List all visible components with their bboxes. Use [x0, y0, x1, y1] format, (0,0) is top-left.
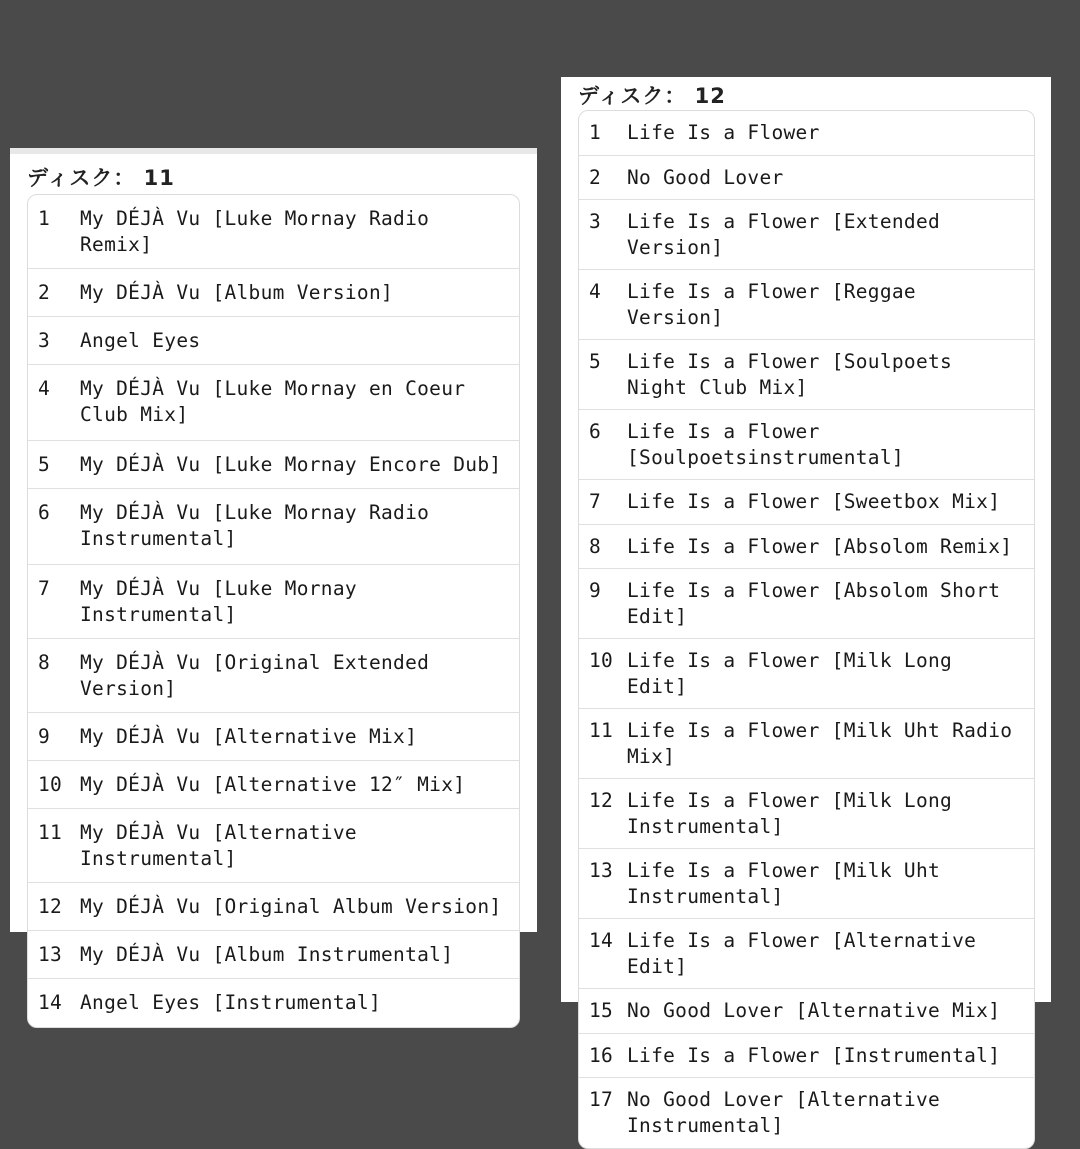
track-row[interactable] [579, 525, 1034, 570]
track-title: Life Is a Flower [Absolom Remix] [627, 534, 1013, 558]
track-row[interactable] [579, 989, 1034, 1034]
track-row[interactable] [28, 639, 519, 713]
track-row[interactable] [579, 1078, 1034, 1148]
track-number: 2 [589, 165, 602, 189]
track-list [27, 194, 520, 1028]
track-number: 16 [589, 1043, 614, 1067]
track-title: Life Is a Flower [Soulpoetsinstrumental] [627, 420, 904, 469]
track-number: 13 [589, 859, 614, 882]
track-title: My DÉJÀ Vu [Luke Mornay en Coeur Club Mix] [80, 377, 466, 426]
track-title: Life Is a Flower [Milk Uht Radio Mix] [627, 719, 1013, 768]
track-row[interactable] [28, 365, 519, 441]
track-row[interactable] [28, 713, 519, 761]
track-title: My DÉJÀ Vu [Luke Mornay Radio Remix] [80, 207, 430, 256]
track-title: My DÉJÀ Vu [Luke Mornay Instrumental] [80, 577, 357, 626]
track-row[interactable] [579, 919, 1034, 989]
track-number: 6 [38, 501, 51, 524]
track-number: 7 [589, 490, 602, 513]
track-title: No Good Lover [Alternative Mix] [627, 999, 1001, 1022]
track-number: 14 [38, 991, 63, 1014]
track-row[interactable] [579, 410, 1034, 480]
track-number: 10 [589, 649, 614, 672]
track-row[interactable] [28, 809, 519, 883]
track-number: 13 [38, 943, 63, 966]
track-row[interactable] [28, 317, 519, 365]
track-title: Life Is a Flower [Reggae Version] [627, 280, 916, 329]
track-title: Life Is a Flower [627, 121, 820, 144]
track-number: 1 [589, 121, 602, 144]
track-number: 4 [589, 280, 602, 303]
track-number: 17 [589, 1088, 614, 1111]
track-row[interactable] [579, 1034, 1034, 1079]
track-title: My DÉJÀ Vu [Album Version] [80, 281, 394, 304]
track-title: Life Is a Flower [Instrumental] [627, 1043, 1001, 1067]
track-row[interactable] [579, 270, 1034, 340]
track-title: Life Is a Flower [Sweetbox Mix] [627, 490, 1001, 513]
track-title: My DÉJÀ Vu [Alternative 12″ Mix] [80, 773, 466, 796]
track-number: 5 [38, 453, 51, 476]
track-number: 3 [589, 210, 602, 233]
track-title: My DÉJÀ Vu [Original Extended Version] [80, 651, 430, 700]
track-number: 9 [589, 579, 602, 602]
track-row[interactable] [579, 480, 1034, 525]
track-title: Life Is a Flower [Extended Version] [627, 210, 941, 259]
track-row[interactable] [28, 979, 519, 1027]
track-row[interactable] [579, 340, 1034, 410]
disc-11-panel [10, 148, 537, 1014]
track-title: No Good Lover [627, 165, 784, 189]
track-row[interactable] [28, 269, 519, 317]
track-row[interactable] [579, 156, 1034, 201]
track-title: Angel Eyes [Instrumental] [80, 991, 381, 1014]
track-title: Life Is a Flower [Milk Long Instrumental] [627, 789, 953, 838]
track-number: 4 [38, 377, 51, 400]
track-title: Life Is a Flower [Absolom Short Edit] [627, 579, 1001, 628]
track-row[interactable] [28, 565, 519, 639]
track-row[interactable] [579, 849, 1034, 919]
track-number: 12 [589, 789, 614, 812]
track-number: 9 [38, 725, 51, 748]
track-title: Life Is a Flower [Alternative Edit] [627, 929, 977, 978]
track-row[interactable] [28, 761, 519, 809]
track-number: 11 [589, 719, 614, 742]
track-number: 11 [38, 821, 63, 844]
track-title: Life Is a Flower [Milk Long Edit] [627, 649, 953, 698]
track-title: My DÉJÀ Vu [Original Album Version] [80, 895, 502, 918]
track-title: My DÉJÀ Vu [Luke Mornay Radio Instrumental] [80, 501, 430, 550]
track-number: 7 [38, 577, 51, 600]
track-number: 10 [38, 773, 63, 796]
track-title: My DÉJÀ Vu [Alternative Instrumental] [80, 821, 357, 870]
track-number: 12 [38, 895, 63, 918]
track-row[interactable] [579, 111, 1034, 156]
track-title: My DÉJÀ Vu [Album Instrumental] [80, 943, 454, 966]
track-number: 8 [589, 534, 602, 558]
track-title: Life Is a Flower [Soulpoets Night Club Mix] [627, 350, 953, 399]
track-row[interactable] [579, 639, 1034, 709]
track-number: 1 [38, 207, 51, 230]
track-number: 15 [589, 999, 614, 1022]
track-number: 8 [38, 651, 51, 674]
track-row[interactable] [579, 200, 1034, 270]
track-number: 3 [38, 329, 51, 352]
track-number: 14 [589, 929, 614, 952]
track-title: No Good Lover [Alternative Instrumental] [627, 1088, 941, 1137]
disc-title: ディスク： 11 [27, 166, 175, 190]
track-number: 6 [589, 420, 602, 443]
track-title: Life Is a Flower [Milk Uht Instrumental] [627, 859, 941, 908]
track-row[interactable] [28, 441, 519, 489]
track-row[interactable] [28, 883, 519, 931]
track-row[interactable] [28, 489, 519, 565]
track-row[interactable] [579, 779, 1034, 849]
track-title: Angel Eyes [80, 329, 201, 352]
track-number: 5 [589, 350, 602, 373]
disc-12-panel [561, 77, 1051, 1137]
track-row[interactable] [28, 195, 519, 269]
track-title: My DÉJÀ Vu [Alternative Mix] [80, 725, 418, 748]
track-title: My DÉJÀ Vu [Luke Mornay Encore Dub] [80, 453, 502, 476]
track-row[interactable] [579, 709, 1034, 779]
track-number: 2 [38, 281, 51, 304]
track-row[interactable] [579, 569, 1034, 639]
track-list [578, 110, 1035, 1149]
track-row[interactable] [28, 931, 519, 979]
disc-title: ディスク： 12 [578, 84, 726, 108]
